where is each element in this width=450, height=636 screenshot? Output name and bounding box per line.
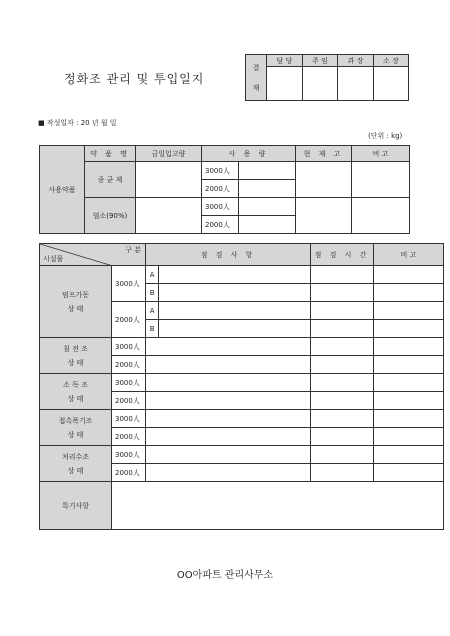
approval-sign-director[interactable] bbox=[374, 67, 409, 101]
disinfect-3000-check[interactable] bbox=[146, 374, 311, 392]
aeration-2000-check[interactable] bbox=[146, 428, 311, 446]
chem-item-seed: 종 균 제 bbox=[85, 162, 136, 198]
footer-office-name: OO아파트 관리사무소 bbox=[176, 570, 274, 581]
inspect-table bbox=[39, 243, 444, 530]
chem-seed-note[interactable] bbox=[352, 162, 410, 198]
aeration-size-3000: 3000人 bbox=[112, 410, 146, 428]
aeration-2000-note[interactable] bbox=[374, 428, 444, 446]
pump-2000-b-time[interactable] bbox=[311, 320, 374, 338]
pump-3000-b-check[interactable] bbox=[159, 284, 311, 302]
aeration-group-label: 접촉폭기조 상 태 bbox=[40, 410, 112, 446]
pump-3000-a-check[interactable] bbox=[159, 266, 311, 284]
chem-item-chlorine: 염소(90%) bbox=[85, 198, 136, 234]
chem-seed-size-2000: 2000人 bbox=[202, 180, 239, 198]
chem-table bbox=[39, 145, 410, 234]
treated-size-3000: 3000人 bbox=[112, 446, 146, 464]
approval-side-label: 결 재 bbox=[246, 55, 267, 101]
chem-header-received: 금일입고량 bbox=[136, 146, 202, 162]
treated-group-label: 처리수조 상 태 bbox=[40, 446, 112, 482]
approval-header-chief: 주 임 bbox=[303, 55, 338, 67]
disinfect-size-2000: 2000人 bbox=[112, 392, 146, 410]
disinfect-group-label: 소 독 조 상 태 bbox=[40, 374, 112, 410]
chem-seed-usage-3000[interactable] bbox=[238, 162, 295, 180]
sediment-size-3000: 3000人 bbox=[112, 338, 146, 356]
approval-header-manager: 담 당 bbox=[267, 55, 303, 67]
pump-3000-b-time[interactable] bbox=[311, 284, 374, 302]
chem-chlorine-note[interactable] bbox=[352, 198, 410, 234]
approval-table bbox=[245, 54, 409, 101]
treated-size-2000: 2000人 bbox=[112, 464, 146, 482]
chem-chlorine-stock[interactable] bbox=[296, 198, 352, 234]
page-title: 정화조 관리 및 투입일지 bbox=[64, 72, 205, 86]
pump-3000-unit-b: B bbox=[146, 284, 159, 302]
aeration-2000-time[interactable] bbox=[311, 428, 374, 446]
chem-chlorine-size-3000: 3000人 bbox=[202, 198, 239, 216]
corner-label-bottom: 시설물 bbox=[43, 255, 64, 263]
chem-header-usage: 사 용 량 bbox=[202, 146, 296, 162]
chem-seed-stock[interactable] bbox=[296, 162, 352, 198]
pump-size-3000: 3000人 bbox=[112, 266, 146, 302]
aeration-size-2000: 2000人 bbox=[112, 428, 146, 446]
treated-2000-time[interactable] bbox=[311, 464, 374, 482]
special-notes-field[interactable] bbox=[112, 482, 444, 530]
approval-sign-section[interactable] bbox=[338, 67, 374, 101]
pump-2000-a-time[interactable] bbox=[311, 302, 374, 320]
treated-3000-check[interactable] bbox=[146, 446, 311, 464]
inspect-header-note: 비 고 bbox=[374, 244, 444, 266]
chem-chlorine-usage-2000[interactable] bbox=[238, 216, 295, 234]
chem-header-stock: 현 재 고 bbox=[296, 146, 352, 162]
aeration-3000-check[interactable] bbox=[146, 410, 311, 428]
pump-2000-a-note[interactable] bbox=[374, 302, 444, 320]
pump-size-2000: 2000人 bbox=[112, 302, 146, 338]
inspect-header-items: 점 검 사 항 bbox=[146, 244, 311, 266]
chem-header-name: 약 품 명 bbox=[85, 146, 136, 162]
disinfect-3000-note[interactable] bbox=[374, 374, 444, 392]
chem-chlorine-size-2000: 2000人 bbox=[202, 216, 239, 234]
approval-header-director: 소 장 bbox=[374, 55, 409, 67]
approval-header-section: 과 장 bbox=[338, 55, 374, 67]
special-notes-label: 특기사항 bbox=[40, 482, 112, 530]
unit-label: (단위 : kg) bbox=[368, 132, 403, 140]
disinfect-2000-time[interactable] bbox=[311, 392, 374, 410]
pump-group-label: 펌프가동 상 태 bbox=[40, 266, 112, 338]
inspect-corner-header bbox=[40, 244, 146, 266]
chem-chlorine-received[interactable] bbox=[136, 198, 202, 234]
treated-3000-time[interactable] bbox=[311, 446, 374, 464]
disinfect-size-3000: 3000人 bbox=[112, 374, 146, 392]
date-line: ■ 작성일자 : 20 년 월 일 bbox=[38, 119, 117, 127]
aeration-3000-note[interactable] bbox=[374, 410, 444, 428]
pump-3000-a-note[interactable] bbox=[374, 266, 444, 284]
chem-section-label: 사용약품 bbox=[40, 146, 85, 234]
sediment-3000-check[interactable] bbox=[146, 338, 311, 356]
sediment-2000-check[interactable] bbox=[146, 356, 311, 374]
chem-seed-received[interactable] bbox=[136, 162, 202, 198]
pump-2000-unit-b: B bbox=[146, 320, 159, 338]
chem-header-note: 비 고 bbox=[352, 146, 410, 162]
pump-3000-unit-a: A bbox=[146, 266, 159, 284]
sediment-group-label: 침 전 조 상 태 bbox=[40, 338, 112, 374]
inspect-header-time: 점 검 시 간 bbox=[311, 244, 374, 266]
chem-chlorine-usage-3000[interactable] bbox=[238, 198, 295, 216]
corner-label-top: 구 분 bbox=[125, 246, 141, 254]
sediment-3000-note[interactable] bbox=[374, 338, 444, 356]
chem-seed-usage-2000[interactable] bbox=[238, 180, 295, 198]
sediment-size-2000: 2000人 bbox=[112, 356, 146, 374]
treated-2000-note[interactable] bbox=[374, 464, 444, 482]
pump-3000-b-note[interactable] bbox=[374, 284, 444, 302]
chem-seed-size-3000: 3000人 bbox=[202, 162, 239, 180]
sediment-2000-note[interactable] bbox=[374, 356, 444, 374]
treated-3000-note[interactable] bbox=[374, 446, 444, 464]
sediment-3000-time[interactable] bbox=[311, 338, 374, 356]
pump-2000-b-note[interactable] bbox=[374, 320, 444, 338]
approval-sign-manager[interactable] bbox=[267, 67, 303, 101]
aeration-3000-time[interactable] bbox=[311, 410, 374, 428]
pump-2000-unit-a: A bbox=[146, 302, 159, 320]
treated-2000-check[interactable] bbox=[146, 464, 311, 482]
pump-3000-a-time[interactable] bbox=[311, 266, 374, 284]
approval-sign-chief[interactable] bbox=[303, 67, 338, 101]
pump-2000-a-check[interactable] bbox=[159, 302, 311, 320]
sediment-2000-time[interactable] bbox=[311, 356, 374, 374]
pump-2000-b-check[interactable] bbox=[159, 320, 311, 338]
disinfect-3000-time[interactable] bbox=[311, 374, 374, 392]
disinfect-2000-check[interactable] bbox=[146, 392, 311, 410]
disinfect-2000-note[interactable] bbox=[374, 392, 444, 410]
